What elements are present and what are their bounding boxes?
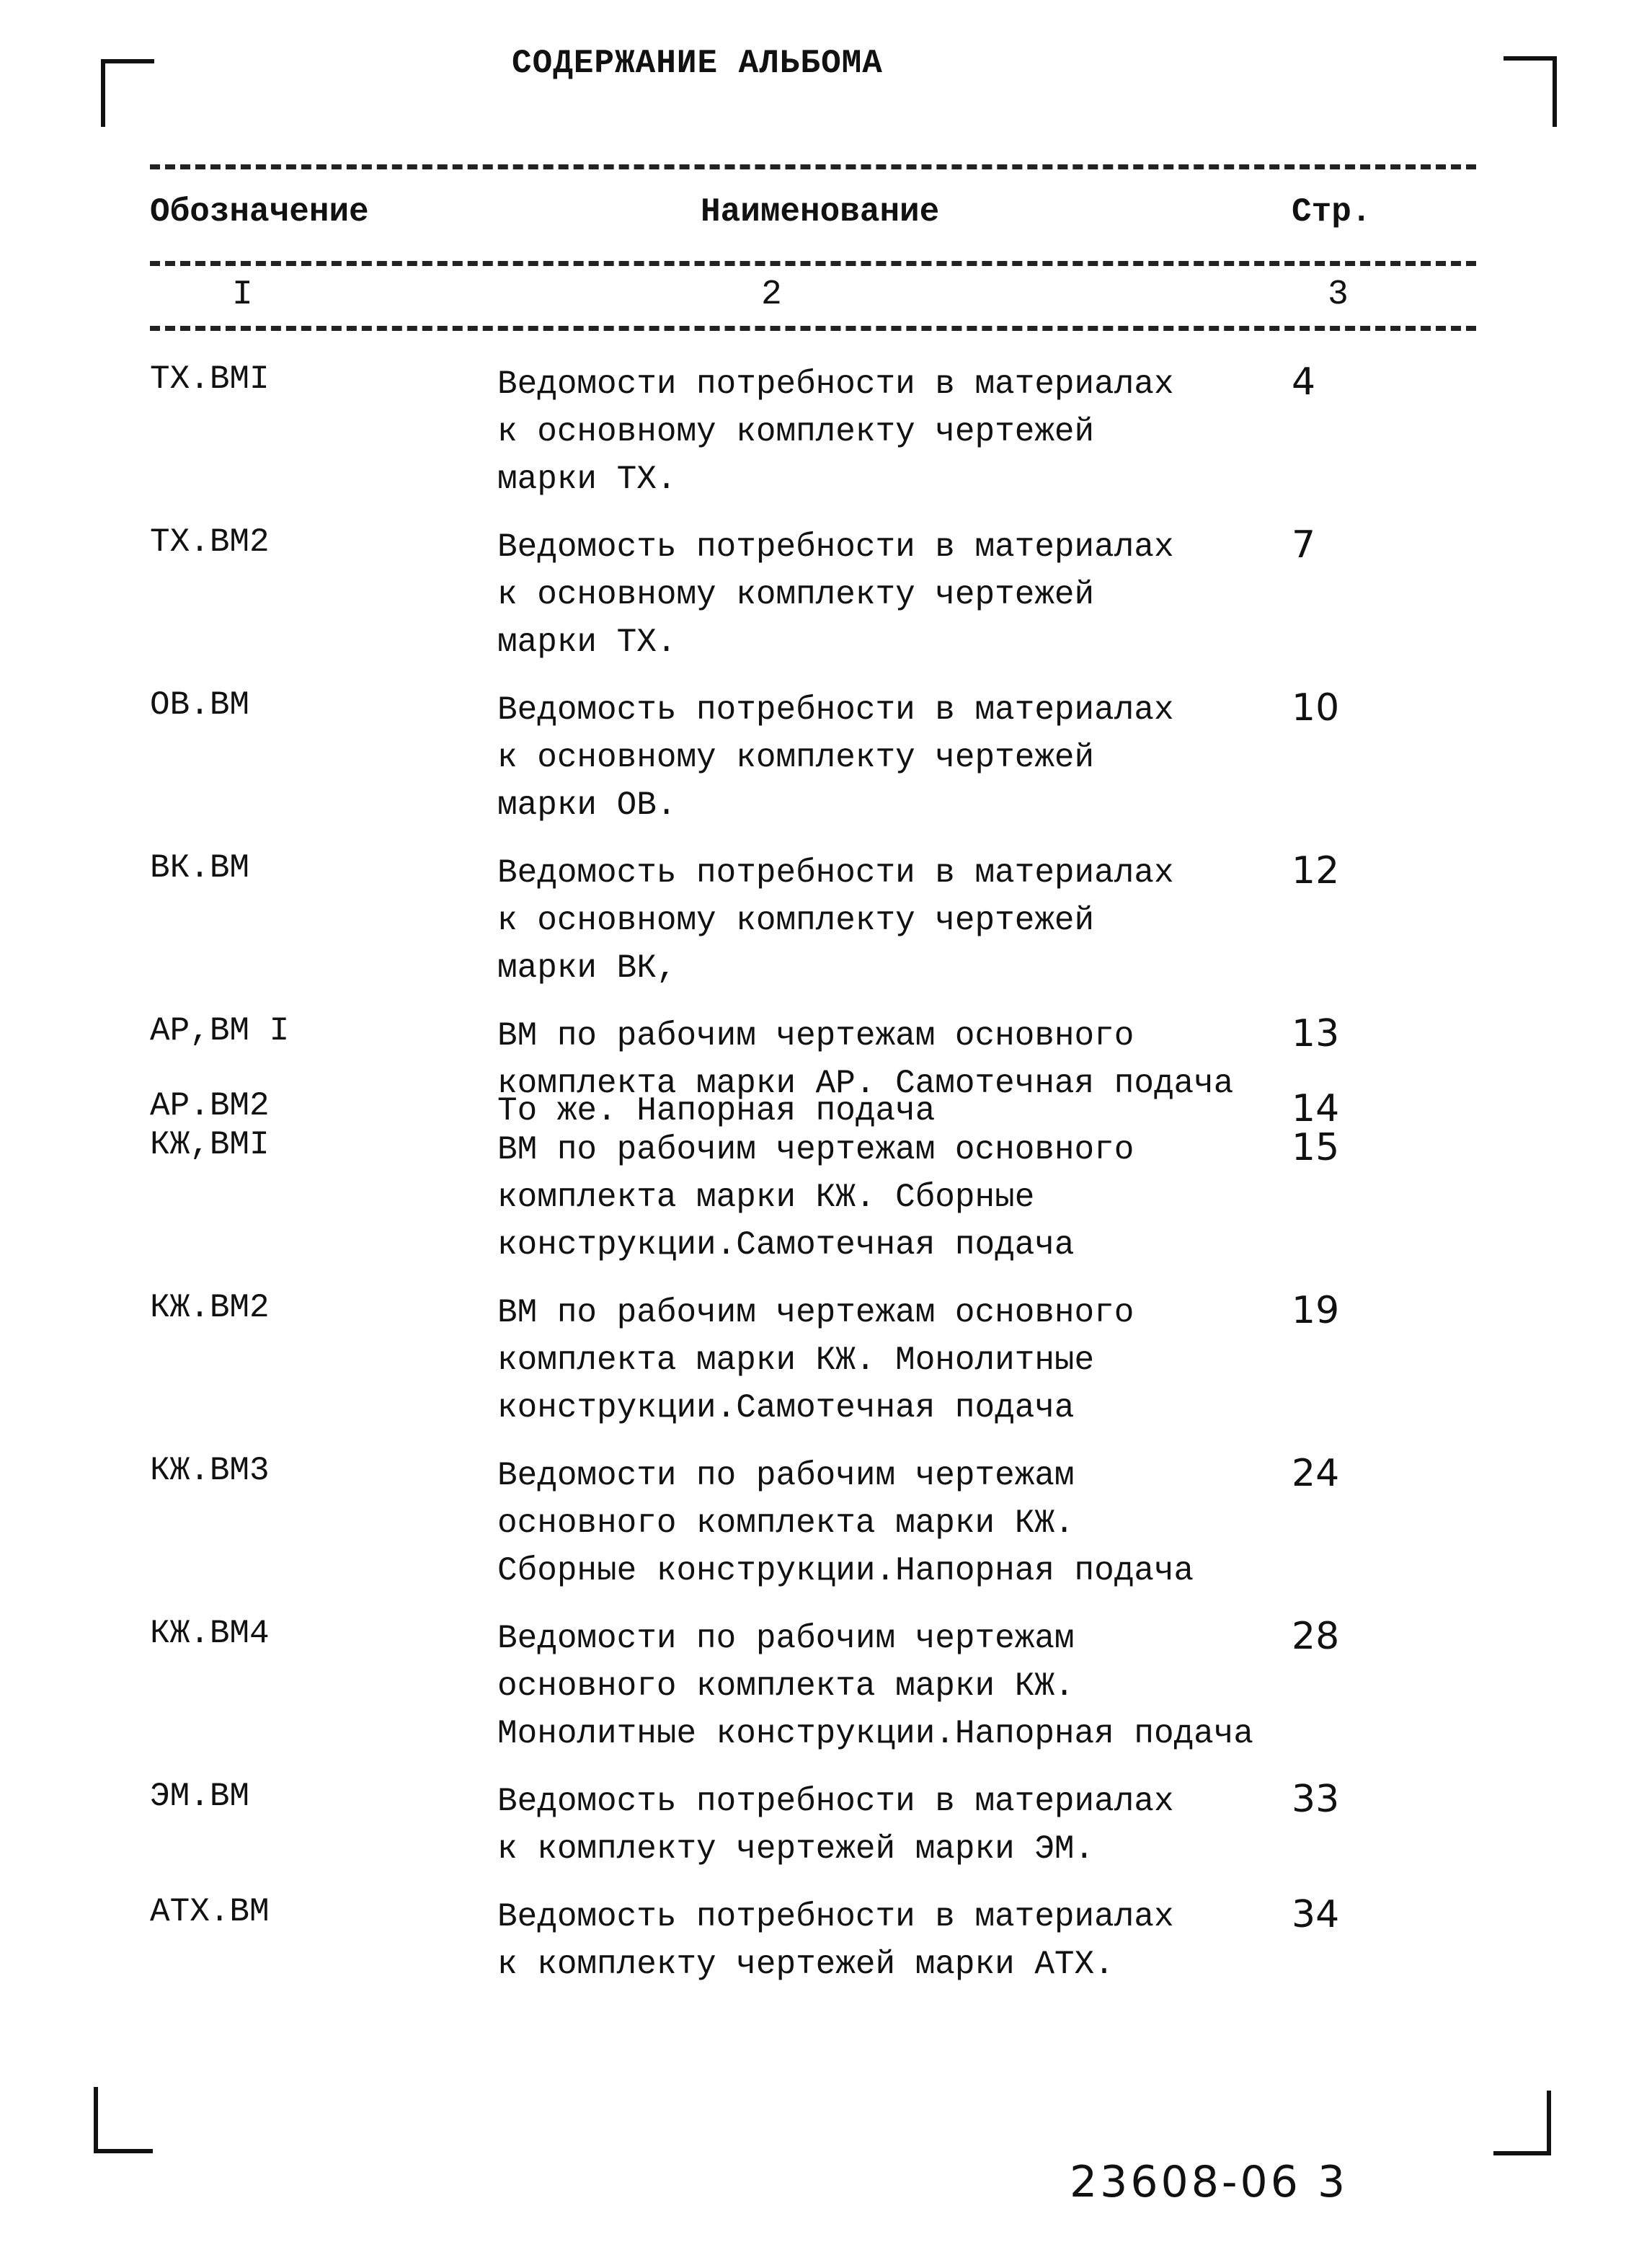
row-name-line: ВМ по рабочим чертежам основного: [497, 1131, 1134, 1169]
header-name: Наименование: [701, 193, 940, 231]
row-page-number: 15: [1292, 1126, 1340, 1169]
row-name-line: к основному комплекту чертежей: [497, 413, 1095, 451]
divider-top: [150, 164, 1476, 169]
row-name: [497, 1778, 1174, 1873]
row-page-number: 19: [1292, 1289, 1340, 1332]
row-name-line: Ведомости по рабочим чертежам: [497, 1620, 1075, 1657]
row-page-number: 4: [1292, 360, 1316, 404]
column-number-3: 3: [1328, 275, 1349, 314]
row-page-number: 13: [1292, 1012, 1340, 1055]
row-designation: ОВ.ВМ: [150, 686, 250, 724]
document-number: 23608-06 3: [1070, 2157, 1349, 2207]
row-name-line: То же. Напорная подача: [497, 1092, 936, 1130]
row-name-line: к основному комплекту чертежей: [497, 902, 1095, 939]
row-name-line: к комплекту чертежей марки ЭМ.: [497, 1830, 1095, 1868]
row-page-number: 7: [1292, 523, 1316, 567]
row-name: [497, 1615, 1253, 1758]
divider-numbers: [150, 326, 1476, 331]
row-name-line: Ведомости потребности в материалах: [497, 365, 1174, 403]
row-designation: ТХ.ВМI: [150, 360, 270, 398]
row-page-number: 14: [1292, 1087, 1340, 1130]
row-name-line: марки ОВ.: [497, 786, 677, 824]
row-name: [497, 1893, 1174, 1988]
row-name-line: ВМ по рабочим чертежам основного: [497, 1294, 1134, 1331]
row-designation: КЖ,ВМI: [150, 1126, 270, 1164]
row-designation: ТХ.ВМ2: [150, 523, 270, 561]
row-page-number: 28: [1292, 1615, 1340, 1658]
row-name-line: Ведомость потребности в материалах: [497, 691, 1174, 729]
row-designation: КЖ.ВМ2: [150, 1289, 270, 1326]
row-name-line: комплекта марки КЖ. Монолитные: [497, 1342, 1095, 1379]
column-number-1: I: [232, 275, 253, 314]
row-name-line: Сборные конструкции.Напорная подача: [497, 1552, 1194, 1590]
row-name-line: Монолитные конструкции.Напорная подача: [497, 1715, 1253, 1752]
row-designation: ЭМ.ВМ: [150, 1778, 250, 1815]
row-name-line: основного комплекта марки КЖ.: [497, 1504, 1075, 1542]
row-designation: КЖ.ВМ3: [150, 1452, 270, 1489]
row-name-line: основного комплекта марки КЖ.: [497, 1667, 1075, 1705]
corner-mark-bottom-left: [94, 2087, 153, 2153]
corner-mark-top-left: [101, 59, 154, 127]
row-designation: АТХ.ВМ: [150, 1893, 270, 1931]
row-name-line: марки ТХ.: [497, 461, 677, 498]
row-name-line: Ведомость потребности в материалах: [497, 1898, 1174, 1936]
row-name: [497, 1126, 1134, 1269]
row-name-line: конструкции.Самотечная подача: [497, 1226, 1075, 1264]
corner-mark-bottom-right: [1493, 2091, 1551, 2155]
corner-mark-top-right: [1504, 56, 1557, 127]
header-designation: Обозначение: [150, 193, 369, 231]
row-designation: КЖ.ВМ4: [150, 1615, 270, 1652]
row-name-line: марки ТХ.: [497, 624, 677, 661]
row-name: [497, 523, 1174, 666]
row-name-line: к комплекту чертежей марки АТХ.: [497, 1946, 1114, 1983]
row-page-number: 24: [1292, 1452, 1340, 1495]
row-designation: ВК.ВМ: [150, 849, 250, 887]
row-designation: АР,ВМ I: [150, 1012, 290, 1050]
row-name: [497, 849, 1174, 992]
row-page-number: 10: [1292, 686, 1340, 730]
row-name-line: Ведомость потребности в материалах: [497, 528, 1174, 566]
column-number-2: 2: [761, 275, 782, 314]
row-name-line: конструкции.Самотечная подача: [497, 1389, 1075, 1427]
header-page: Стр.: [1292, 193, 1372, 231]
row-page-number: 33: [1292, 1778, 1340, 1821]
row-name-line: марки ВК,: [497, 949, 677, 987]
row-name: [497, 686, 1174, 829]
row-page-number: 12: [1292, 849, 1340, 892]
row-designation: АР.ВМ2: [150, 1087, 270, 1125]
row-name: [497, 1289, 1134, 1432]
row-name-line: к основному комплекту чертежей: [497, 576, 1095, 613]
row-name-line: Ведомость потребности в материалах: [497, 854, 1174, 892]
row-name-line: ВМ по рабочим чертежам основного: [497, 1017, 1134, 1055]
row-page-number: 34: [1292, 1893, 1340, 1936]
row-name-line: Ведомости по рабочим чертежам: [497, 1457, 1075, 1494]
row-name: [497, 1452, 1194, 1595]
row-name-line: комплекта марки АР. Самотечная подача: [497, 1065, 1234, 1102]
row-name-line: к основному комплекту чертежей: [497, 739, 1095, 776]
row-name: [497, 360, 1174, 503]
row-name-line: Ведомость потребности в материалах: [497, 1783, 1174, 1820]
page-title: СОДЕРЖАНИЕ АЛЬБОМА: [512, 45, 883, 82]
row-name-line: комплекта марки КЖ. Сборные: [497, 1179, 1035, 1216]
divider-header: [150, 261, 1476, 266]
